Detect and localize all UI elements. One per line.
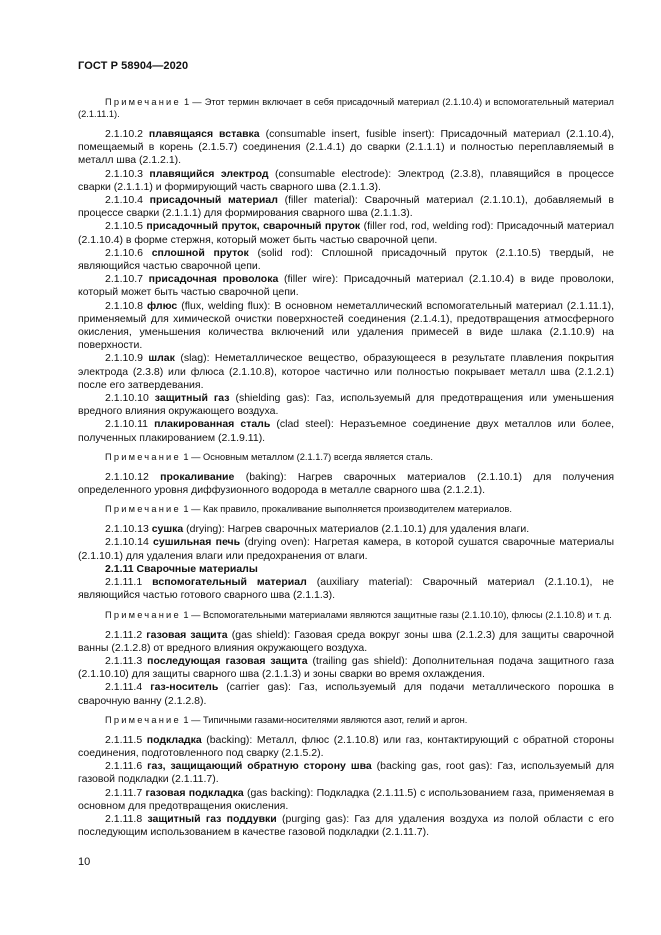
note-text: — Основным металлом (2.1.1.7) всегда является сталь.: [188, 451, 433, 462]
term-number: 2.1.10.14: [105, 536, 149, 549]
term-name: сплошной пруток: [151, 246, 249, 259]
term-number: 2.1.11.2: [105, 628, 143, 641]
term-entry: [78, 247, 614, 273]
term-number: 2.1.10.9: [105, 352, 143, 365]
term-number: 2.1.10.7: [105, 273, 143, 286]
term-name: защитный газ поддувки: [147, 812, 277, 825]
term-number: 2.1.10.2: [105, 128, 143, 140]
note-text: — Как правило, прокаливание выполняется производителем материалов.: [188, 504, 512, 515]
term-definition: (backing): Металл, флюс (2.1.10.8) или газ, контактирующий с обратной стороны соединения, подготовленного под сварку (2.1.5.2).: [78, 733, 615, 759]
term-name: защитный газ: [154, 392, 230, 405]
term-number: 2.1.10.12: [105, 470, 149, 483]
term-definition: (clad steel): Неразъемное соединение двух металлов или более, полученных плакированием (2.1.9.11).: [78, 418, 615, 444]
term-name: присадочный материал: [149, 194, 278, 207]
term-name: плавящаяся вставка: [148, 128, 260, 140]
term-definition: (consumable electrode): Электрод (2.3.8), плавящийся в процессе сварки (2.1.1.1) и формирующий часть сварного шва (2.1.1.3).: [78, 167, 615, 193]
term-entry: [78, 813, 614, 839]
page-number: 10: [78, 856, 91, 868]
term-name: сушильная печь: [153, 536, 241, 549]
term-entry: [78, 220, 614, 246]
term-entry: [78, 681, 614, 707]
term-number: 2.1.11.4: [105, 681, 143, 694]
note-number: 1: [183, 714, 189, 725]
term-definition: (slag): Неметаллическое вещество, образующееся в результате плавления покрытия электрода (2.3.8) или флюса (2.1.10.8), которое частично или полностью покрывает металл шва (2.1.2.1) после его затвердевания.: [78, 352, 614, 391]
note: [78, 714, 614, 726]
term-entry: [78, 523, 614, 536]
document-body: [78, 90, 614, 839]
note: [78, 451, 614, 463]
term-definition: (flux, welding flux): В основном неметаллический вспомогательный материал (2.1.11.1), применяемый для химической очистки поверхностей соединения (2.1.4.1), предотвращения атмосферного окисления, уменьшения количества включений или удаления примесей в виде шлака (2.1.10.9) на поверхности.: [78, 299, 614, 352]
note-number: 1: [183, 609, 189, 620]
term-number: 2.1.10.8: [105, 299, 143, 312]
term-definition: (carrier gas): Газ, используемый для подачи металлического порошка в сварочную ванну (2.1.2.8).: [78, 681, 614, 707]
term-definition: (solid rod): Сплошной присадочный пруток (2.1.10.5) твердый, не являющийся частью сварочной цепи.: [78, 246, 614, 273]
term-definition: (consumable insert, fusible insert): Присадочный материал (2.1.10.4), помещаемый в корень (2.1.5.7) соединения (2.1.4.1) до сварки (2.1.1.1) и полностью переплавляемый в металл шва (2.1.2.1).: [78, 128, 615, 167]
term-entry: [78, 629, 614, 655]
note-label: Примечание: [105, 451, 181, 462]
term-name: газ-носитель: [150, 681, 219, 694]
term-name: вспомогательный материал: [152, 576, 307, 589]
term-entry: [78, 471, 614, 497]
document-header: ГОСТ Р 58904—2020: [78, 60, 189, 72]
term-definition: (filler material): Сварочный материал (2.1.10.1), добавляемый в процессе сварки (2.1.1.1) для формирования сварного шва (2.1.1.3).: [78, 194, 614, 220]
term-definition: (gas backing): Подкладка (2.1.11.5) с использованием газа, применяемая в основном для предотвращения окисления.: [78, 786, 614, 812]
term-entry: [78, 128, 614, 168]
note-text: — Типичными газами-носителями являются азот, гелий и аргон.: [188, 714, 468, 725]
term-name: газовая подкладка: [145, 786, 244, 799]
term-name: прокаливание: [160, 470, 235, 483]
term-definition: (trailing gas shield): Дополнительная подача защитного газа (2.1.10.10) для защиты сварного шва (2.1.1.3) и зоны сварки во время охлаждения.: [78, 654, 615, 681]
note-number: 1: [183, 451, 189, 462]
term-entry: [78, 352, 614, 392]
term-name: подкладка: [146, 733, 202, 746]
term-number: 2.1.10.10: [105, 392, 149, 405]
note-text: — Вспомогательными материалами являются защитные газы (2.1.10.10), флюсы (2.1.10.8) и т. д.: [188, 609, 612, 620]
term-definition: (gas shield): Газовая среда вокруг зоны шва (2.1.2.3) для защиты сварочной ванны (2.1.2.8) от вредного влияния окружающего воздуха.: [78, 628, 614, 654]
term-number: 2.1.11.8: [105, 812, 143, 825]
term-entry: [78, 787, 614, 813]
term-name: присадочная проволока: [148, 273, 279, 286]
term-number: 2.1.11.7: [105, 786, 143, 799]
section-heading: 2.1.11 Сварочные материалы: [105, 562, 258, 575]
note: [78, 503, 614, 515]
term-entry: [78, 536, 614, 562]
term-name: флюс: [146, 299, 178, 312]
term-entry: [78, 418, 614, 444]
term-definition: (baking): Нагрев сварочных материалов (2.1.10.1) для получения определенного уровня диффузионного водорода в металле сварного шва (2.1.2.1).: [78, 470, 615, 497]
term-number: 2.1.10.4: [105, 194, 143, 207]
term-number: 2.1.10.3: [105, 167, 143, 180]
term-number: 2.1.11.1: [105, 576, 143, 589]
note: [78, 609, 614, 621]
note-label: Примечание: [105, 504, 181, 515]
term-name: присадочный пруток, сварочный пруток: [146, 220, 361, 233]
term-definition: (filler rod, rod, welding rod): Присадочный материал (2.1.10.4) в форме стержня, который может быть частью сварочной цепи.: [78, 220, 614, 246]
note-label: Примечание: [105, 609, 181, 620]
term-name: шлак: [148, 352, 175, 365]
term-entry: [78, 655, 614, 681]
term-entry: [78, 392, 614, 418]
note-label: Примечание: [105, 714, 181, 725]
note: [78, 96, 614, 120]
term-definition: (drying oven): Нагретая камера, в которой сушатся сварочные материалы (2.1.10.1) для удаления влаги или предохранения от влаги.: [78, 536, 614, 562]
term-number: 2.1.11.3: [105, 654, 143, 667]
term-number: 2.1.10.6: [105, 246, 143, 259]
term-name: плакированная сталь: [154, 418, 271, 431]
term-name: газовая защита: [146, 628, 228, 641]
term-number: 2.1.10.11: [105, 418, 149, 431]
term-definition: (shielding gas): Газ, используемый для предотвращения или уменьшения вредного влияния окружающего воздуха.: [78, 392, 614, 418]
note-text: — Этот термин включает в себя присадочный материал (2.1.10.4) и вспомогательный материал (2.1.11.1).: [78, 97, 614, 119]
term-name: сушка: [151, 523, 184, 536]
note-label: Примечание: [105, 97, 181, 107]
term-name: последующая газовая защита: [147, 654, 308, 667]
term-number: 2.1.10.13: [105, 523, 149, 536]
term-definition: (purging gas): Газ для удаления воздуха из полой области с его последующим использованием в качестве газовой подкладки (2.1.11.7).: [78, 812, 614, 839]
term-entry: [78, 300, 614, 353]
term-number: 2.1.11.6: [105, 760, 143, 773]
term-entry: [78, 760, 614, 786]
term-definition: (auxiliary material): Сварочный материал (2.1.10.1), не являющийся частью готового сварного шва (2.1.1.3).: [78, 576, 614, 602]
term-definition: (filler wire): Присадочный материал (2.1.10.4) в виде проволоки, который может быть частью сварочной цепи.: [78, 273, 615, 299]
term-definition: (backing gas, root gas): Газ, используемый для газовой подкладки (2.1.11.7).: [78, 760, 615, 786]
term-entry: [78, 194, 614, 220]
term-entry: [78, 734, 614, 760]
term-name: газ, защищающий обратную сторону шва: [147, 760, 372, 773]
term-entry: [78, 273, 614, 299]
term-entry: [78, 576, 614, 602]
term-number: 2.1.11.5: [105, 733, 143, 746]
note-number: 1: [183, 97, 190, 107]
term-number: 2.1.10.5: [105, 220, 143, 233]
term-name: плавящийся электрод: [149, 167, 269, 180]
term-entry: [78, 168, 614, 194]
term-definition: (drying): Нагрев сварочных материалов (2.1.10.1) для удаления влаги.: [183, 523, 530, 536]
note-number: 1: [183, 504, 189, 515]
